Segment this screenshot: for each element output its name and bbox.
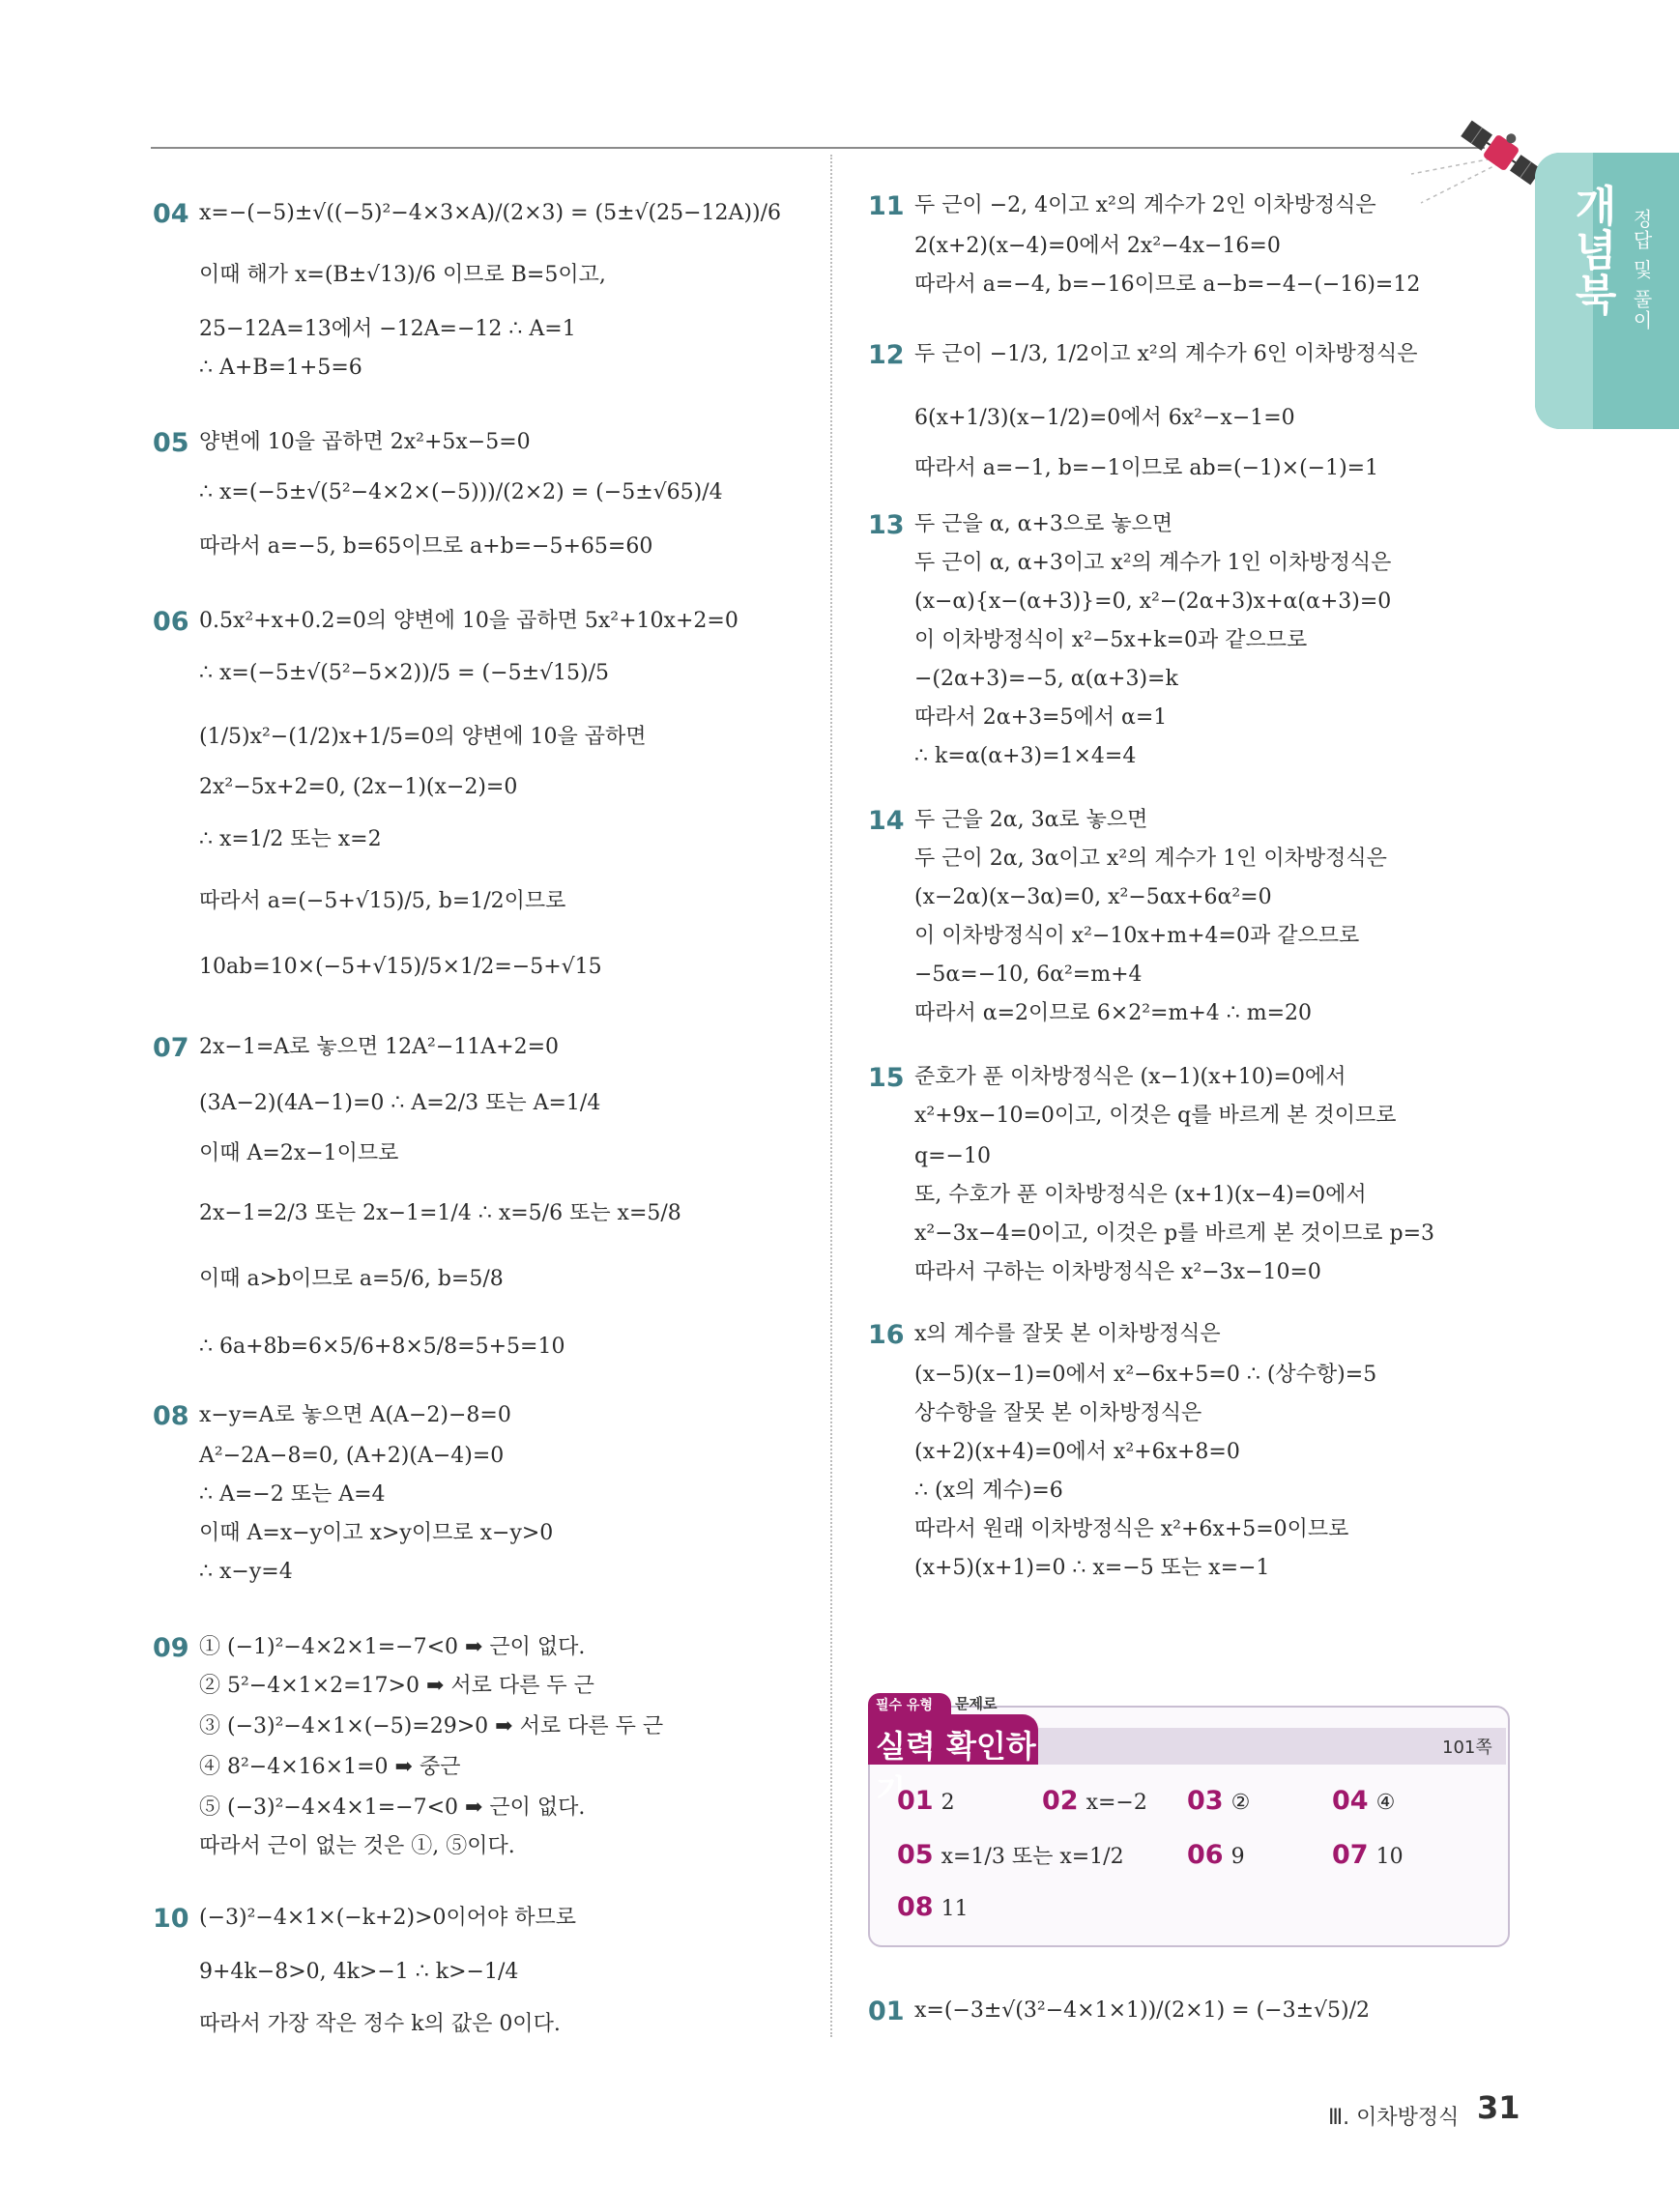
answer-item: 05 x=1/3 또는 x=1/2 [897, 1840, 1124, 1870]
solution-line: 두 근을 α, α+3으로 놓으면 [914, 512, 1173, 536]
problem-number: 08 [153, 1401, 189, 1431]
solution-line: q=−10 [914, 1144, 991, 1168]
solution-line: 이때 A=2x−1이므로 [199, 1141, 399, 1165]
solution-line: 상수항을 잘못 본 이차방정식은 [914, 1401, 1202, 1425]
page-reference: 101쪽 [1442, 1738, 1492, 1758]
solution-line: ③ (−3)²−4×1×(−5)=29>0 ➡ 서로 다른 두 근 [199, 1714, 664, 1738]
side-tab [1535, 153, 1679, 429]
solution-line: 9+4k−8>0, 4k>−1 ∴ k>−1/4 [199, 1960, 519, 1984]
solution-line: 두 근을 2α, 3α로 놓으면 [914, 808, 1148, 832]
solution-line: 따라서 α=2이므로 6×2²=m+4 ∴ m=20 [914, 1001, 1313, 1025]
side-tab-title: 개념북 [1567, 184, 1616, 317]
solution-line: 준호가 푼 이차방정식은 (x−1)(x+10)=0에서 [914, 1065, 1346, 1089]
solution-line: 따라서 a=−5, b=65이므로 a+b=−5+65=60 [199, 534, 653, 559]
solution-line: (x−α){x−(α+3)}=0, x²−(2α+3)x+α(α+3)=0 [914, 589, 1392, 614]
side-tab-subtitle: 정답 및 풀이 [1630, 209, 1653, 331]
solution-line: −(2α+3)=−5, α(α+3)=k [914, 667, 1178, 691]
answer-item: 06 9 [1187, 1840, 1245, 1870]
solution-line: x=(−3±√(3²−4×1×1))/(2×1) = (−3±√5)/2 [914, 1998, 1371, 2023]
problem-number: 06 [153, 607, 189, 637]
solution-line: ⑤ (−3)²−4×4×1=−7<0 ➡ 근이 없다. [199, 1795, 586, 1820]
solution-line: 따라서 2α+3=5에서 α=1 [914, 705, 1168, 730]
solution-line: x−y=A로 놓으면 A(A−2)−8=0 [199, 1403, 511, 1427]
solution-line: ∴ (x의 계수)=6 [914, 1479, 1063, 1503]
solution-line: 이때 A=x−y이고 x>y이므로 x−y>0 [199, 1521, 554, 1545]
solution-line: 이때 a>b이므로 a=5/6, b=5/8 [199, 1267, 504, 1291]
box-header-bar [1038, 1728, 1506, 1765]
satellite-icon [1455, 114, 1548, 191]
solution-line: 따라서 a=−4, b=−16이므로 a−b=−4−(−16)=12 [914, 273, 1421, 297]
solution-line: 0.5x²+x+0.2=0의 양변에 10을 곱하면 5x²+10x+2=0 [199, 609, 738, 633]
solution-line: 이 이차방정식이 x²−5x+k=0과 같으므로 [914, 628, 1308, 652]
solution-line: ∴ k=α(α+3)=1×4=4 [914, 744, 1137, 768]
answer-item: 07 10 [1332, 1840, 1404, 1870]
solution-line: (1/5)x²−(1/2)x+1/5=0의 양변에 10을 곱하면 [199, 725, 647, 749]
solution-line: 이때 해가 x=(B±√13)/6 이므로 B=5이고, [199, 263, 606, 287]
solution-line: 10ab=10×(−5+√15)/5×1/2=−5+√15 [199, 955, 602, 979]
problem-number: 04 [153, 199, 189, 229]
solution-line: 따라서 가장 작은 정수 k의 값은 0이다. [199, 2012, 561, 2036]
problem-number: 09 [153, 1633, 189, 1663]
problem-number: 11 [868, 191, 905, 221]
problem-number: 13 [868, 510, 905, 540]
top-rule [151, 147, 1485, 149]
solution-line: 이 이차방정식이 x²−10x+m+4=0과 같으므로 [914, 924, 1360, 948]
solution-line: ④ 8²−4×16×1=0 ➡ 중근 [199, 1755, 461, 1779]
answer-item: 04 ④ [1332, 1786, 1396, 1816]
solution-line: 두 근이 −1/3, 1/2이고 x²의 계수가 6인 이차방정식은 [914, 342, 1418, 366]
solution-line: 따라서 구하는 이차방정식은 x²−3x−10=0 [914, 1260, 1321, 1284]
solution-line: (x+2)(x+4)=0에서 x²+6x+8=0 [914, 1440, 1240, 1464]
problem-number: 15 [868, 1063, 905, 1093]
box-tag: 필수 유형 [868, 1693, 951, 1716]
answer-item: 01 2 [897, 1786, 955, 1816]
solution-line: ∴ A+B=1+5=6 [199, 356, 362, 380]
solution-line: x²−3x−4=0이고, 이것은 p를 바르게 본 것이므로 p=3 [914, 1221, 1435, 1246]
solution-line: 6(x+1/3)(x−1/2)=0에서 6x²−x−1=0 [914, 406, 1295, 430]
problem-number: 16 [868, 1320, 905, 1350]
solution-line: (3A−2)(4A−1)=0 ∴ A=2/3 또는 A=1/4 [199, 1091, 601, 1115]
solution-line: 두 근이 2α, 3α이고 x²의 계수가 1인 이차방정식은 [914, 847, 1387, 871]
solution-line: 따라서 a=(−5+√15)/5, b=1/2이므로 [199, 889, 566, 913]
solution-line: 따라서 근이 없는 것은 ①, ⑤이다. [199, 1834, 515, 1858]
problem-number: 05 [153, 428, 189, 458]
solution-line: ∴ A=−2 또는 A=4 [199, 1482, 386, 1507]
solution-line: x의 계수를 잘못 본 이차방정식은 [914, 1322, 1221, 1346]
solution-line: 따라서 a=−1, b=−1이므로 ab=(−1)×(−1)=1 [914, 456, 1379, 480]
answer-item: 08 11 [897, 1892, 969, 1922]
solution-line: (x−5)(x−1)=0에서 x²−6x+5=0 ∴ (상수항)=5 [914, 1363, 1377, 1387]
solution-line: ① (−1)²−4×2×1=−7<0 ➡ 근이 없다. [199, 1635, 586, 1659]
problem-number: 07 [153, 1033, 189, 1063]
problem-number: 12 [868, 340, 905, 370]
page-number: 31 [1477, 2089, 1520, 2126]
solution-line: ∴ x=1/2 또는 x=2 [199, 827, 382, 851]
solution-line: 2x−1=A로 놓으면 12A²−11A+2=0 [199, 1035, 560, 1059]
solution-line: ∴ 6a+8b=6×5/6+8×5/8=5+5=10 [199, 1335, 565, 1359]
box-subtag: 문제로 [955, 1695, 998, 1712]
solution-line: (−3)²−4×1×(−k+2)>0이어야 하므로 [199, 1906, 577, 1930]
solution-line: x²+9x−10=0이고, 이것은 q를 바르게 본 것이므로 [914, 1104, 1397, 1128]
solution-line: 2x−1=2/3 또는 2x−1=1/4 ∴ x=5/6 또는 x=5/8 [199, 1201, 681, 1225]
solution-line: A²−2A−8=0, (A+2)(A−4)=0 [199, 1444, 505, 1468]
chapter-label: Ⅲ. 이차방정식 [1328, 2106, 1460, 2130]
solution-line: 양변에 10을 곱하면 2x²+5x−5=0 [199, 430, 531, 454]
solution-line: 또, 수호가 푼 이차방정식은 (x+1)(x−4)=0에서 [914, 1183, 1367, 1207]
problem-number: 14 [868, 806, 905, 836]
solution-line: 2(x+2)(x−4)=0에서 2x²−4x−16=0 [914, 234, 1281, 258]
solution-line: x=−(−5)±√((−5)²−4×3×A)/(2×3) = (5±√(25−12A))/6 [199, 201, 782, 225]
problem-number: 10 [153, 1904, 189, 1934]
solution-line: 25−12A=13에서 −12A=−12 ∴ A=1 [199, 317, 576, 341]
solution-line: ∴ x−y=4 [199, 1560, 293, 1584]
solution-line: −5α=−10, 6α²=m+4 [914, 962, 1143, 987]
solution-line: 따라서 원래 이차방정식은 x²+6x+5=0이므로 [914, 1517, 1349, 1541]
solution-line: ② 5²−4×1×2=17>0 ➡ 서로 다른 두 근 [199, 1674, 594, 1698]
problem-number: 01 [868, 1997, 905, 2026]
answer-item: 03 ② [1187, 1786, 1251, 1816]
column-divider [830, 155, 832, 2037]
solution-line: (x−2α)(x−3α)=0, x²−5αx+6α²=0 [914, 885, 1272, 909]
solution-line: ∴ x=(−5±√(5²−5×2))/5 = (−5±√15)/5 [199, 661, 610, 685]
solution-line: ∴ x=(−5±√(5²−4×2×(−5)))/(2×2) = (−5±√65)/4 [199, 480, 723, 504]
solution-line: 2x²−5x+2=0, (2x−1)(x−2)=0 [199, 775, 518, 799]
solution-line: 두 근이 α, α+3이고 x²의 계수가 1인 이차방정식은 [914, 551, 1392, 575]
solution-line: 두 근이 −2, 4이고 x²의 계수가 2인 이차방정식은 [914, 193, 1376, 217]
box-title: 실력 확인하기 [868, 1714, 1038, 1765]
solution-line: (x+5)(x+1)=0 ∴ x=−5 또는 x=−1 [914, 1556, 1270, 1580]
answer-item: 02 x=−2 [1042, 1786, 1147, 1816]
